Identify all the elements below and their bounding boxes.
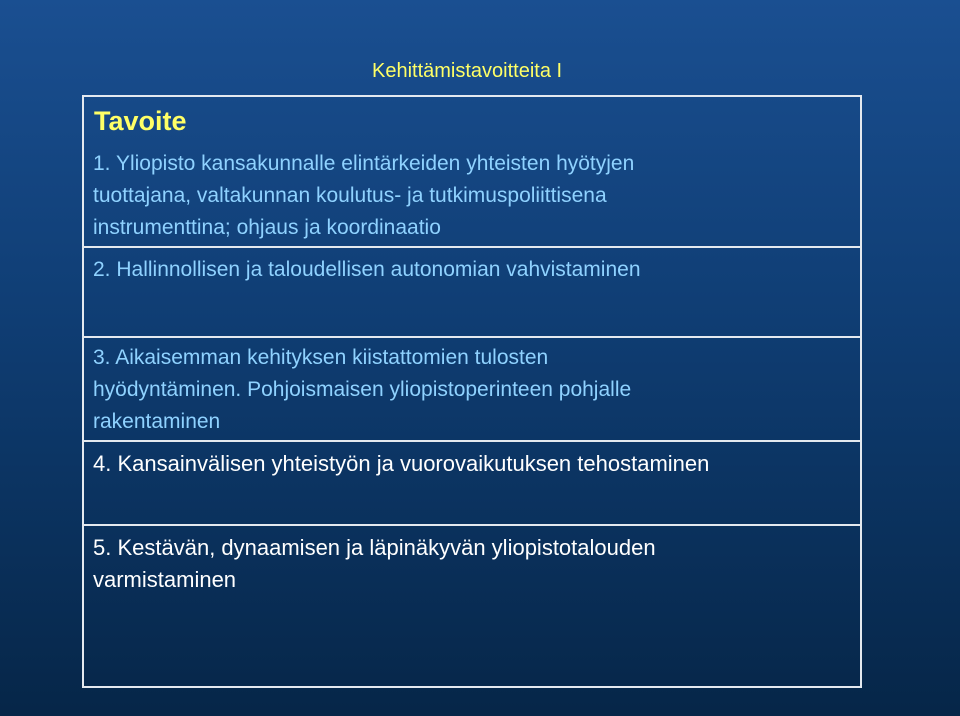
goal-item-line: rakentaminen: [93, 410, 221, 433]
goal-item-2: [93, 254, 853, 286]
goal-item-5: [93, 532, 853, 596]
goal-item-line: tuottajana, valtakunnan koulutus- ja tutkimuspoliittisena: [93, 184, 607, 207]
goal-item-line: 5. Kestävän, dynaamisen ja läpinäkyvän yliopistotalouden: [93, 535, 656, 560]
goal-item-line: varmistaminen: [93, 567, 237, 592]
goal-item-4: [93, 448, 853, 480]
section-heading: Tavoite: [94, 106, 187, 136]
slide-title: Kehittämistavoitteita I: [372, 60, 563, 82]
goal-item-1: [93, 148, 853, 244]
goal-item-line: 1. Yliopisto kansakunnalle elintärkeiden yhteisten hyötyjen: [93, 152, 635, 175]
goal-item-line: instrumenttina; ohjaus ja koordinaatio: [93, 216, 441, 239]
goal-item-line: 4. Kansainvälisen yhteistyön ja vuorovaikutuksen tehostaminen: [93, 451, 710, 476]
goal-item-3: [93, 342, 853, 438]
goal-item-line: 3. Aikaisemman kehityksen kiistattomien tulosten: [93, 346, 549, 369]
goal-item-line: hyödyntäminen. Pohjoismaisen yliopistoperinteen pohjalle: [93, 378, 632, 401]
goal-item-line: 2. Hallinnollisen ja taloudellisen autonomian vahvistaminen: [93, 258, 641, 281]
